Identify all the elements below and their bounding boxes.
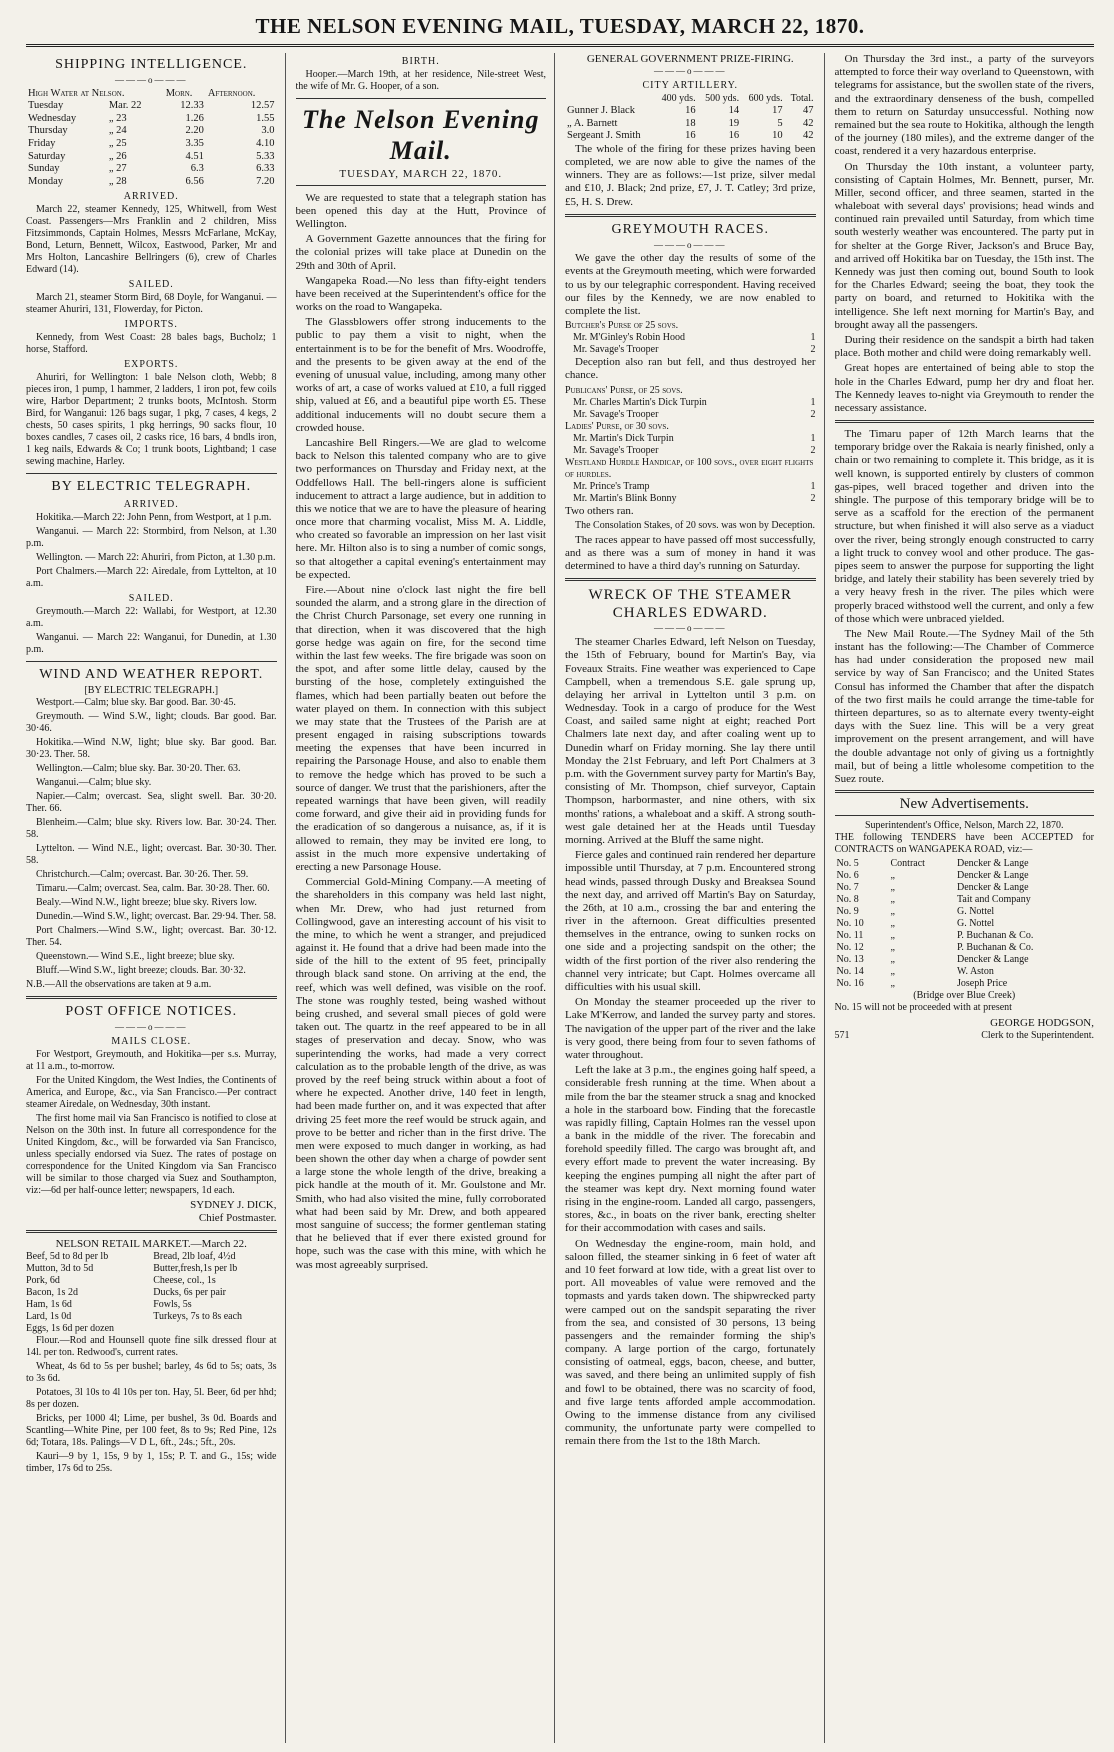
tide-row bbox=[26, 163, 277, 176]
postmaster-title: Chief Postmaster. bbox=[198, 1211, 277, 1224]
tide-row bbox=[26, 176, 277, 189]
race-note: Deception also ran but fell, and thus destroyed her chance. bbox=[565, 356, 816, 382]
contract-cell: No. 6 bbox=[836, 870, 859, 882]
race-entry bbox=[565, 332, 816, 344]
tide-header: High Water at Nelson. bbox=[28, 87, 125, 99]
firing-cell: 18 bbox=[685, 117, 696, 129]
weather-report: Napier.—Calm; overcast. Sea, slight swell. Bar. 30·20. Ther. 66. bbox=[26, 790, 277, 814]
tide-cell: 12.33 bbox=[180, 100, 204, 112]
weather-report: Queenstown.— Wind S.E., light breeze; blue sky. bbox=[36, 950, 235, 962]
advert-signature-title: Clerk to the Superintendent. bbox=[981, 1030, 1094, 1042]
wreck-para: On Wednesday the engine-room, main hold, and saloon filled, the steamer sinking in 6 feet of water aft and 10 feet forward at low tide, with a great list over to port. All moveables of value were removed and the topmasts and yards taken down. The shipwrecked party were camped out on the sandspit separating the river from the sea, and consisted of 30 persons, 13 being passengers and the remainder forming the ship's company. A large portion of the cargo, fortunately consisting of oatmeal, eggs, bacon, cheese, and butter, was saved, and there being an unlimited supply of fish and fowl to be obtained, there was no scarcity of food, and five large tents afforded ample accommodation. Owing to the immense distance from any civilised community, the unfortunate party were compelled to remain there from the 1st to the 18th March. bbox=[565, 1237, 816, 1448]
contract-cell: No. 12 bbox=[836, 942, 864, 954]
post-office-section bbox=[26, 1004, 277, 1225]
tide-cell: Sunday bbox=[28, 163, 60, 175]
birth-section bbox=[296, 56, 547, 93]
tide-cell: 6.33 bbox=[256, 163, 275, 175]
ornament-rule: ———o——— bbox=[115, 1021, 188, 1032]
tide-row bbox=[26, 125, 277, 138]
contract-cell: „ bbox=[890, 930, 895, 942]
newspaper-flag: The Nelson Evening Mail. bbox=[301, 105, 540, 166]
contracts-table bbox=[835, 858, 1095, 990]
race-event-name: Westland Hurdle Handicap, of 100 sovs., over eight flights of hurdles. bbox=[565, 456, 814, 480]
contract-cell: No. 8 bbox=[836, 894, 859, 906]
contract-row bbox=[835, 906, 1095, 918]
weather-report: Christchurch.—Calm; overcast. Bar. 30·26. Ther. 59. bbox=[36, 868, 249, 880]
firing-cell: 19 bbox=[728, 117, 740, 129]
tele-sailed-subtitle: SAILED. bbox=[128, 593, 174, 605]
weather-report: Port Chalmers.—Wind S.W., light; overcast. Bar. 30·12. Ther. 54. bbox=[26, 924, 277, 948]
race-horse: Mr. M'Ginley's Robin Hood bbox=[573, 332, 685, 344]
firing-cell: 16 bbox=[685, 104, 696, 116]
exports-subtitle: EXPORTS. bbox=[124, 359, 179, 371]
contract-cell: No. 5 bbox=[836, 858, 859, 870]
contract-cell: P. Buchanan & Co. bbox=[956, 942, 1034, 954]
market-price: Cheese, col., 1s bbox=[153, 1275, 216, 1287]
race-horse: Mr. Charles Martin's Dick Turpin bbox=[573, 396, 707, 408]
tide-cell: 4.10 bbox=[256, 137, 275, 149]
race-entry bbox=[565, 344, 816, 356]
race-entry bbox=[565, 493, 816, 505]
tide-cell: Saturday bbox=[28, 150, 66, 162]
contract-row bbox=[835, 966, 1095, 978]
weather-note: N.B.—All the observations are taken at 9 a.m. bbox=[26, 978, 212, 990]
weather-report: Blenheim.—Calm; blue sky. Rivers low. Bar. 30·24. Ther. 58. bbox=[26, 816, 277, 840]
contract-cell: „ bbox=[890, 870, 895, 882]
tide-cell: Friday bbox=[28, 137, 56, 149]
arrived-subtitle: ARRIVED. bbox=[123, 191, 179, 203]
sailed-subtitle: SAILED. bbox=[128, 279, 174, 291]
contract-cell: „ bbox=[890, 954, 895, 966]
editorial-para: A Government Gazette announces that the firing for the colonial prizes will take place at Dunedin on the 29th and 30th of April. bbox=[295, 233, 546, 272]
wreck-section bbox=[565, 586, 816, 1448]
contract-cell: No. 7 bbox=[836, 882, 859, 894]
tide-cell: 2.20 bbox=[185, 125, 204, 137]
contract-cell: No. 16 bbox=[836, 978, 864, 990]
post-office-para: For the United Kingdom, the West Indies, the Continents of America, and Europe, &c., via San Francisco.—Per contract steamer Airedale, on Wednesday, 30th instant. bbox=[26, 1074, 277, 1110]
firing-cell: 10 bbox=[772, 130, 783, 142]
races-title: GREYMOUTH RACES. bbox=[611, 221, 770, 237]
weather-report: Westport.—Calm; blue sky. Bar good. Bar. 30·45. bbox=[36, 696, 236, 708]
market-para: Wheat, 4s 6d to 5s per bushel; barley, 4s 6d to 5s; oats, 3s to 3s 6d. bbox=[26, 1361, 277, 1385]
tide-row bbox=[26, 100, 277, 113]
advert-intro: THE following TENDERS have been ACCEPTED for CONTRACTS on WANGAPEKA ROAD, viz:— bbox=[834, 832, 1094, 856]
tide-cell: Monday bbox=[28, 175, 63, 187]
shipping-section bbox=[26, 57, 277, 468]
weather-section bbox=[26, 667, 277, 991]
imports-text: Kennedy, from West Coast: 28 bales bags, Bucholz; 1 horse, Stafford. bbox=[26, 332, 277, 356]
arrived-text: March 22, steamer Kennedy, 125, Whitwell, from West Coast. Passengers—Mrs Franklin and 2 children, Miss Fitzsimmonds, Captain Holmes, Messrs McFarlane, McKay, Bond, Leturn, Bennett, Wilcox, Eastwood, Parker, Mr and Mrs Holton, Lancashire Bellringers (6), crew of Charles Edward (14). bbox=[26, 204, 277, 276]
weather-report: Wanganui.—Calm; blue sky. bbox=[36, 776, 152, 788]
race-place: 2 bbox=[810, 408, 816, 420]
tide-header: Afternoon. bbox=[207, 87, 256, 99]
firing-cell: 16 bbox=[685, 130, 696, 142]
timaru-para: The Timaru paper of 12th March learns that the temporary bridge over the Rakaia is nearly finished, only a chain or two remaining to complete it. This bridge, as it is well known, is supported entirely by clusters of common gas-pipes, well braced together and driven into the shingle. The purpose of this temporary bridge will be to serve as a scaffold for the erection of the permanent structure, but when finished it will also serve as a viaduct over the river, being strongly enough constructed to carry a light truck to convey wool and other produce. The gas-pipes seem to answer the purpose for supporting the light bridge, and lately their stability has been severely tried by a very heavy fresh in the river. The piles which were properly braced withstood well the current, and only a few of those which were unbraced yielded. bbox=[834, 428, 1094, 625]
firing-cell: 42 bbox=[803, 130, 814, 142]
tele-arrived-item: Port Chalmers.—March 22: Airedale, from Lyttelton, at 10 a.m. bbox=[26, 566, 277, 590]
weather-report: Timaru.—Calm; overcast. Sea, calm. Bar. 30·28. Ther. 60. bbox=[36, 882, 270, 894]
weather-byline: [BY ELECTRIC TELEGRAPH.] bbox=[84, 684, 219, 696]
advert-signature: GEORGE HODGSON, bbox=[990, 1017, 1094, 1030]
wreck-para: On Monday the steamer proceeded up the river to Lake M'Kerrow, and landed the survey party and stores. The navigation of the upper part of the river and the lake is very good, there being from four to seven fathoms of water throughout. bbox=[565, 996, 816, 1061]
market-price: Bread, 2lb loaf, 4½d bbox=[153, 1251, 236, 1263]
divider bbox=[565, 578, 816, 581]
race-entry bbox=[565, 445, 816, 457]
tele-sailed-item: Wanganui. — March 22: Wanganui, for Dunedin, at 1.30 p.m. bbox=[26, 632, 277, 656]
divider bbox=[26, 1230, 277, 1233]
firing-header: 600 yds. bbox=[748, 92, 783, 104]
contract-cell: No. 14 bbox=[836, 966, 864, 978]
market-price: Pork, 6d bbox=[26, 1275, 60, 1287]
tide-cell: 7.20 bbox=[256, 175, 275, 187]
firing-cell: 5 bbox=[777, 117, 783, 129]
firing-cell: Sergeant J. Smith bbox=[567, 130, 641, 142]
firing-header bbox=[565, 93, 654, 105]
tide-row bbox=[26, 138, 277, 151]
tide-header-row bbox=[26, 88, 277, 101]
tide-cell: 1.26 bbox=[185, 112, 204, 124]
tide-cell: „ 28 bbox=[108, 175, 127, 187]
wreck-para: Great hopes are entertained of being able to stop the hole in the Charles Edward, pump her dry and float her. The Kennedy leaves to-night via Greymouth to render the necessary assistance. bbox=[834, 362, 1094, 414]
contract-cell: Tait and Company bbox=[956, 894, 1031, 906]
contract-cell: Dencker & Lange bbox=[956, 870, 1029, 882]
advert-number: 571 bbox=[834, 1030, 850, 1042]
divider bbox=[26, 473, 277, 474]
mails-close-subtitle: MAILS CLOSE. bbox=[111, 1035, 192, 1047]
contract-cell: Dencker & Lange bbox=[956, 954, 1029, 966]
firing-row bbox=[565, 118, 816, 131]
firing-title: GENERAL GOVERNMENT PRIZE-FIRING. bbox=[586, 53, 794, 65]
sailed-text: March 21, steamer Storm Bird, 68 Doyle, for Wanganui. — steamer Ahuriri, 131, Flowerday, for Picton. bbox=[26, 292, 277, 316]
weather-report: Dunedin.—Wind S.W., light; overcast. Bar. 29·94. Ther. 58. bbox=[36, 910, 277, 922]
contract-cell: P. Buchanan & Co. bbox=[956, 930, 1034, 942]
contract-cell: G. Nottel bbox=[956, 906, 995, 918]
weather-report: Lyttelton. — Wind N.E., light; overcast. Bar. 30·30. Ther. 58. bbox=[26, 842, 277, 866]
tide-cell: 5.33 bbox=[256, 150, 275, 162]
tele-arrived-item: Hokitika.—March 22: John Penn, from Westport, at 1 p.m. bbox=[36, 512, 272, 524]
post-office-para: For Westport, Greymouth, and Hokitika—per s.s. Murray, at 11 a.m., to-morrow. bbox=[26, 1048, 277, 1072]
race-place: 2 bbox=[810, 344, 816, 356]
firing-cell: 14 bbox=[728, 104, 740, 116]
wreck-para: Left the lake at 3 p.m., the engines going half speed, a considerable fresh running at the time. When about a mile from the bar the steamer struck a snag and knocked a hole in the starboard bow. Finding that the forecastle was rapidly filling, Captain Holmes ran the vessel upon a bank in the middle of the river. The forecabin and forehold speedily filled. The cargo was brought aft, and every effort made to prevent the water increasing. By keeping the engines pumping all night the after part of the steamer was kept dry. Next morning found water rising in the engine-room. Landed all cargo, passengers, stores, &c., in boats on the river bank, erecting shelter for their accommodation with cases and sails. bbox=[565, 1064, 816, 1235]
contract-cell: No. 10 bbox=[836, 918, 864, 930]
divider bbox=[565, 214, 816, 217]
editorial-para: Fire.—About nine o'clock last night the fire bell sounded the alarm, and a strong glare in the direction of the Christ Church Parsonage, set every one running in that direction, when it was discovered that the high gorse hedge was again on fire, for the second time within the last few weeks. The fire brigade was soon on the spot, and after some little delay, caused by the bursting of the hose, completely extinguished the flames, which had been partially beaten out before the water played on them. In connection with this subject we may state that the Trustees of the Parish are at present engaged in raising subscriptions towards meeting the expenses that have been incurred in repairing the Parsonage House, and also to enable them to remove the hedge which has proved to be such a source of danger. We trust that the parishioners, after the repeated warnings that have been given, will readily come forward, and give their aid in providing funds for the eradication of so dangerous a nuisance, as, if it is allowed to remain, they may be invited ere long, to assist in the much more expensive undertaking of erecting a new Parsonage House. bbox=[295, 584, 546, 873]
market-price: Beef, 5d to 8d per lb bbox=[26, 1251, 109, 1263]
contract-cell: „ bbox=[890, 942, 895, 954]
firing-text: The whole of the firing for these prizes having been completed, we are now able to give the names of the winners. They are as follows:—1st prize, silver medal and £10, J. Black; 2nd prize, £7, J. T. Catley; 3rd prize, £5, H. S. Drew. bbox=[565, 142, 816, 208]
tele-arrived-item: Wellington. — March 22: Ahuriri, from Picton, at 1.30 p.m. bbox=[36, 552, 276, 564]
contract-row bbox=[835, 858, 1095, 870]
advert-bridge-note: (Bridge over Blue Creek) bbox=[913, 990, 1016, 1002]
contract-cell: Dencker & Lange bbox=[956, 882, 1029, 894]
advert-no15: No. 15 will not be proceeded with at present bbox=[834, 1002, 1012, 1014]
column-4 bbox=[835, 53, 1095, 1743]
exports-text: Ahuriri, for Wellington: 1 bale Nelson cloth, Webb; 8 pieces iron, 1 pump, 1 hammer, 2 ladders, 1 iron pot, few coils wire, Harbor Department; 2 trunks boots, McIntosh. Storm Bird, for Wanganui: 126 bags sugar, 1 pkg, 7 cases, 4 kegs, 2 chests, 50 cases spirits, 1 pkg herrings, 90 sacks flour, 10 boxes candles, 7 cases oil, 2 casks rice, 16 bars, 4 bndls iron, 1 keg nails, Edwards & Co; 1 trunk boots, Lightband; 1 case sewing machine, Harley. bbox=[26, 372, 277, 468]
firing-row bbox=[565, 105, 816, 118]
tide-row bbox=[26, 151, 277, 164]
wreck-para: On Thursday the 10th instant, a volunteer party, consisting of Captain Holmes, Mr. Bennett, purser, Mr. Miller, second officer, and three seamen, started in the whaleboat with several days' provisions; head winds and continued rain prevailed until Saturday, from which time south westerly weather was encountered. The party put in for shelter at the Gorge River, Jackson's and Bruce Bay, and arrived off Hokitika bar on Tuesday, the 15th inst. The Kennedy was just then coming out, bound South to look for the Charles Edward; seeing the boat, they took the party on board, and returned to Hokitika with the intelligence. She left next morning for Martin's Bay, and brought away all the passengers. bbox=[834, 160, 1094, 331]
weather-report: Bluff.—Wind S.W., light breeze; clouds. Bar. 30·32. bbox=[36, 964, 246, 976]
tide-header: Morn. bbox=[165, 87, 193, 99]
market-price: Bacon, 1s 2d bbox=[26, 1287, 78, 1299]
firing-subtitle: CITY ARTILLERY. bbox=[642, 79, 738, 91]
contract-row bbox=[835, 870, 1095, 882]
tide-cell: 6.3 bbox=[190, 163, 204, 175]
tide-cell: 6.56 bbox=[185, 175, 204, 187]
advert-title: New Advertisements. bbox=[835, 790, 1095, 816]
race-place: 1 bbox=[810, 432, 816, 444]
wreck-para: Fierce gales and continued rain rendered her departure impossible until Thursday, at 7 p.m. Encountered strong head winds, passed through Dusky and Breaksea Sound the next day, and arrived off Martin's Bay on Saturday, the 26th, at 10 a.m., crossing the bar and entering the river in the afternoon. Great difficulties presented themselves in the entrance, owing to sunken rocks on one side and a projecting sandspit on the other; the width of the first portion of the river also rendering the channel very intricate; but Capt. Holmes overcame all difficulties with his usual skill. bbox=[565, 849, 816, 994]
firing-cell: 47 bbox=[803, 104, 814, 116]
race-event-name: Butcher's Purse of 25 sovs. bbox=[565, 320, 679, 332]
market-para: Kauri—9 by 1, 15s, 9 by 1, 15s; P. T. and G., 15s; wide timber, 17s 6d to 25s. bbox=[26, 1451, 277, 1475]
tele-sailed-item: Greymouth.—March 22: Wallabi, for Westport, at 12.30 a.m. bbox=[26, 606, 277, 630]
ornament-rule: ———o——— bbox=[654, 239, 727, 250]
tide-cell: 3.35 bbox=[185, 137, 204, 149]
contract-row bbox=[835, 942, 1095, 954]
race-horse: Mr. Savage's Trooper bbox=[573, 444, 659, 456]
telegraph-title: BY ELECTRIC TELEGRAPH. bbox=[51, 479, 252, 495]
firing-cell: 42 bbox=[803, 117, 814, 129]
race-entry bbox=[565, 481, 816, 493]
editorial-para: Wangapeka Road.—No less than fifty-eight tenders have been received at the Superintendent's office for the works on the road to Wangapeka. bbox=[295, 274, 546, 314]
telegraph-section bbox=[26, 479, 277, 656]
firing-cell: Gunner J. Black bbox=[567, 104, 635, 116]
market-price: Ducks, 6s per pair bbox=[153, 1287, 227, 1299]
contract-cell: „ bbox=[890, 906, 895, 918]
race-entry bbox=[565, 397, 816, 409]
race-place: 1 bbox=[810, 480, 816, 492]
imports-subtitle: IMPORTS. bbox=[124, 319, 178, 331]
columns bbox=[26, 53, 1094, 1743]
contract-row bbox=[835, 894, 1095, 906]
shipping-title: SHIPPING INTELLIGENCE. bbox=[55, 57, 248, 72]
divider bbox=[296, 98, 547, 99]
market-price: Mutton, 3d to 5d bbox=[26, 1263, 94, 1275]
birth-title: BIRTH. bbox=[401, 56, 440, 67]
tide-cell: „ 25 bbox=[108, 137, 127, 149]
new-mail-para: The New Mail Route.—The Sydney Mail of the 5th instant has the following:—The Chamber of Commerce has had under consideration the proposed new mail service by way of San Francisco; and the United States Consul has informed the Chamber that after the dispatch of the two first mails he could arrange the time-table for thirteen departures, so as to alternate every twenty-eight days with the Suez line. This will be a very great improvement on the present arrangement, and will have the double advantage not only of giving us a fortnightly mail, but of being a little wholesome competition to the Suez route. bbox=[834, 627, 1094, 785]
race-entry bbox=[565, 409, 816, 421]
tide-cell: 1.55 bbox=[256, 112, 275, 124]
race-horse: Mr. Savage's Trooper bbox=[573, 408, 659, 420]
tide-cell: „ 26 bbox=[108, 150, 127, 162]
post-office-title: POST OFFICE NOTICES. bbox=[65, 1003, 238, 1019]
market-section bbox=[26, 1238, 277, 1475]
tele-arrived-item: Wanganui. — March 22: Stormbird, from Nelson, at 1.30 p.m. bbox=[26, 526, 277, 550]
race-event-name: Publicans' Purse, of 25 sovs. bbox=[565, 384, 683, 396]
firing-cell: 16 bbox=[728, 130, 740, 142]
weather-report: Hokitika.—Wind N.W, light; blue sky. Bar good. Bar. 30·23. Ther. 58. bbox=[26, 736, 277, 760]
market-price bbox=[153, 1323, 276, 1335]
contract-cell: Joseph Price bbox=[956, 978, 1008, 990]
market-price: Butter,fresh,1s per lb bbox=[153, 1263, 238, 1275]
firing-cell: „ A. Barnett bbox=[567, 117, 618, 129]
race-horse: Mr. Prince's Tramp bbox=[573, 480, 650, 492]
contract-cell: No. 13 bbox=[836, 954, 864, 966]
tide-cell: Thursday bbox=[28, 125, 68, 137]
tide-row bbox=[26, 113, 277, 126]
race-place: 2 bbox=[810, 492, 816, 504]
weather-title: WIND AND WEATHER REPORT. bbox=[39, 667, 264, 683]
divider bbox=[26, 661, 277, 662]
contract-row bbox=[835, 930, 1095, 942]
market-para: Flour.—Rod and Hounsell quote fine silk dressed flour at 14l. per ton. Redwood's, current rates. bbox=[26, 1335, 277, 1359]
wreck-para: During their residence on the sandspit a birth had taken place. Both mother and child were doing remarkably well. bbox=[834, 333, 1094, 360]
advert-office: Superintendent's Office, Nelson, March 22, 1870. bbox=[864, 820, 1064, 832]
race-place: 1 bbox=[810, 396, 816, 408]
contract-cell: No. 9 bbox=[836, 906, 859, 918]
wreck-title: WRECK OF THE STEAMER CHARLES EDWARD. bbox=[588, 587, 792, 622]
editorial-para: Commercial Gold-Mining Company.—A meeting of the shareholders in this company was held last night, when Mr. Drew, who had just returned from Collingwood, gave an interesting account of his visit to the mine, to which he went a stranger, and prejudiced against it. He found that a drive had been made into the side of the hill to the extent of 95 feet, principally through black sand stone. On arriving at the end, the reef, which was well defined, was visible on the roof. The stone was roughly tested, being washed without being crushed, and several small pieces of gold were taken out. The quartz in the reef appeared to be in all stages of preservation and decay. Snow, who was superintending the works, had made a very correct calculation as to the probable length of the drive, as was proved by the reef being struck within about a foot of where he expected. Another drive, 140 feet in length, had been made further on, and it was expected that after driving 25 feet more the reef would be struck again, and prove to be better and richer than in the first drive. The men were exposed to much danger in working, as had been shown the other day when a charge of powder sent a large stone the whole length of the drive, breaking a pick handle at the mouth of it. Mr. Goulstone and Mr. Smith, who had also visited the mine, fully corroborated what had been said by Mr. Drew, and both appeared most sanguine of success; the former gentleman stating that he believed that if ever there existed ground for hope, such was the case with this mine, with which he was most agreeably surprised. bbox=[295, 876, 546, 1271]
weather-report: Greymouth. — Wind S.W., light; clouds. Bar good. Bar. 30·46. bbox=[26, 710, 277, 734]
editorial-para: Lancashire Bell Ringers.—We are glad to welcome back to Nelson this talented company who are to give two performances on Thursday and Friday next, at the Oddfellows Hall. The bell-ringers alone is sufficient inducement to attract a large audience, but in addition to this we notice that we are to have the pleasure of hearing once more that charming vocalist, Miss M. A. Liddle, who created so favorable an impression on her last visit here. Mr. Hilton also is to sing a number of comic songs, so that altogether a capital evening's entertainment may be expected. bbox=[295, 436, 546, 581]
contract-cell: W. Aston bbox=[956, 966, 994, 978]
contract-row bbox=[835, 882, 1095, 894]
column-3 bbox=[565, 53, 825, 1743]
race-horse: Mr. Martin's Blink Bonny bbox=[573, 492, 677, 504]
dateline: TUESDAY, MARCH 22, 1870. bbox=[296, 168, 547, 185]
advert-footer bbox=[835, 1030, 1095, 1042]
market-para: Bricks, per 1000 4l; Lime, per bushel, 3s 0d. Boards and Scantling—White Pine, per 100 feet, 8s to 9s; Red Pine, 12s 6d; Totara, 18s. Palings—V D L, 6ft., 24s.; 5ft., 20s. bbox=[26, 1413, 277, 1449]
tide-cell: Wednesday bbox=[28, 112, 77, 124]
race-consolation: The Consolation Stakes, of 20 sovs. was won by Deception. bbox=[575, 519, 815, 531]
postmaster-signature: SYDNEY J. DICK, bbox=[190, 1198, 277, 1211]
market-price: Turkeys, 7s to 8s each bbox=[153, 1311, 243, 1323]
contract-cell: Contract bbox=[890, 858, 925, 870]
ornament-rule: ———o——— bbox=[654, 66, 727, 77]
market-price: Ham, 1s 6d bbox=[26, 1299, 72, 1311]
contract-row bbox=[835, 978, 1095, 990]
contract-cell: No. 11 bbox=[836, 930, 864, 942]
contract-cell: G. Nottel bbox=[956, 918, 995, 930]
market-price: Eggs, 1s 6d per dozen bbox=[26, 1323, 115, 1335]
contract-cell: „ bbox=[890, 918, 895, 930]
tide-table bbox=[26, 88, 277, 189]
divider bbox=[26, 996, 277, 999]
market-price: Lard, 1s 0d bbox=[26, 1311, 72, 1323]
editorial-para: The Glassblowers offer strong inducements to the public to pay them a visit to night, when the entertainment is to be for the benefit of Mrs. Woodroffe, and the presents to be given away at the end of the evening of unusual value, including, among many other works of art, a case of works valued at £10, a full rigged ship, valued at £6, and a beautiful pipe worth £5. These additional inducements will no doubt secure them a crowded house. bbox=[295, 316, 546, 434]
contract-cell: „ bbox=[890, 978, 895, 990]
tide-cell: Tuesday bbox=[28, 100, 64, 112]
contract-cell: Dencker & Lange bbox=[956, 858, 1029, 870]
market-price: Fowls, 5s bbox=[153, 1299, 192, 1311]
birth-text: Hooper.—March 19th, at her residence, Nile-street West, the wife of Mr. G. Hooper, of a son. bbox=[295, 69, 546, 92]
contract-cell: „ bbox=[890, 894, 895, 906]
tide-cell: 12.57 bbox=[250, 100, 275, 112]
weather-report: Wellington.—Calm; blue sky. Bar. 30·20. Ther. 63. bbox=[36, 762, 241, 774]
post-office-para: The first home mail via San Francisco is notified to close at Nelson on the 30th inst. In future all correspondence for the United Kingdom, &c., will be forwarded via San Francisco, unless specially endorsed via Suez. The rates of postage on correspondence for the United Kingdom via San Francisco will be similar to those charged via Suez and Southampton, viz:—6d per half-ounce letter; newspapers, 1d each. bbox=[26, 1112, 277, 1196]
ornament-rule: ———o——— bbox=[115, 74, 188, 85]
column-2 bbox=[296, 53, 556, 1743]
market-title: NELSON RETAIL MARKET.—March 22. bbox=[55, 1237, 247, 1250]
firing-header: 500 yds. bbox=[705, 92, 740, 104]
contract-row bbox=[835, 918, 1095, 930]
tide-cell: 4.51 bbox=[185, 150, 204, 162]
editorial-para: We are requested to state that a telegraph station has been opened this day at the Hutt, Province of Wellington. bbox=[295, 191, 546, 230]
race-horse: Mr. Martin's Dick Turpin bbox=[573, 432, 674, 444]
tele-arrived-subtitle: ARRIVED. bbox=[123, 499, 179, 511]
column-1 bbox=[26, 53, 286, 1743]
wreck-para: The steamer Charles Edward, left Nelson on Tuesday, the 15th of February, bound for Martin's Bay, via Foveaux Straits. Fine weather was experienced to Cape Campbell, when a tremendous S.E. gale sprung up, delaying her arrival in Lyttelton until 3 p.m. on Wednesday. Took in a cargo of produce for the West Coast, and sailed same night at eight; reached Port Chalmers late next day, and after coaling went up to Dunedin wharf on Friday morning. She lay there until Monday the 21st February, and left Port Chalmers at 3 p.m. with the Government survey party for Martin's Bay, consisting of Mr. Thompson, chief surveyor, Captain Thompson, harbormaster, and nine others, with six months' rations, a whaleboat and a skiff. A strong south-west gale detained her at the Heads until Tuesday morning. Arrived at the Bluff the same night. bbox=[565, 636, 816, 846]
tide-cell: „ 24 bbox=[108, 125, 127, 137]
races-closing: The races appear to have passed off most successfully, and as there was a sum of money in hand it was determined to have a third day's running on Saturday. bbox=[565, 533, 816, 573]
race-place: 1 bbox=[810, 332, 816, 344]
firing-row bbox=[565, 130, 816, 143]
races-intro: We gave the other day the results of some of the events at the Greymouth meeting, which were forwarded to us by our telegraphic correspondent. Having received our files by the Kennedy, we are now enabled to complete the list. bbox=[565, 252, 816, 318]
market-para: Potatoes, 3l 10s to 4l 10s per ton. Hay, 5l. Beer, 6d per hhd; 8s per dozen. bbox=[26, 1387, 277, 1411]
race-event-name: Ladies' Purse, of 30 sovs. bbox=[565, 420, 669, 432]
wreck-para: On Thursday the 3rd inst., a party of the surveyors attempted to force their way overland to Queenstown, with telegrams for assistance, but the swollen state of the rivers, and the extraordinary denseness of the bush, compelled them to return on Saturday unsuccessful. Nothing now remained but the sea route to Hokitika, although the length of the journey (180 miles), and the extreme danger of the coast, rendered it a very hazardous enterprise. bbox=[834, 53, 1094, 158]
firing-header: 400 yds. bbox=[661, 92, 696, 104]
masthead: THE NELSON EVENING MAIL, TUESDAY, MARCH 22, 1870. bbox=[26, 14, 1094, 47]
market-prices bbox=[26, 1251, 277, 1335]
ornament-rule: ———o——— bbox=[654, 623, 727, 634]
divider bbox=[835, 420, 1095, 423]
firing-cell: 17 bbox=[772, 104, 783, 116]
weather-report: Bealy.—Wind N.W., light breeze; blue sky. Rivers low. bbox=[36, 896, 257, 908]
tide-cell: „ 23 bbox=[108, 112, 127, 124]
race-place: 2 bbox=[810, 444, 816, 456]
race-entry bbox=[565, 433, 816, 445]
race-horse: Mr. Savage's Trooper bbox=[573, 344, 659, 356]
contract-row bbox=[835, 954, 1095, 966]
firing-section bbox=[565, 53, 816, 209]
race-note: Two others ran. bbox=[565, 504, 634, 517]
contract-cell: „ bbox=[890, 882, 895, 894]
firing-header-row bbox=[565, 93, 816, 105]
tide-cell: Mar. 22 bbox=[108, 100, 142, 112]
races-section bbox=[565, 222, 816, 574]
tide-cell: 3.0 bbox=[261, 125, 275, 137]
firing-header: Total. bbox=[790, 92, 814, 104]
contract-cell: „ bbox=[890, 966, 895, 978]
firing-table bbox=[565, 93, 816, 143]
advert-section bbox=[835, 790, 1095, 1042]
tide-cell: „ 27 bbox=[108, 163, 127, 175]
